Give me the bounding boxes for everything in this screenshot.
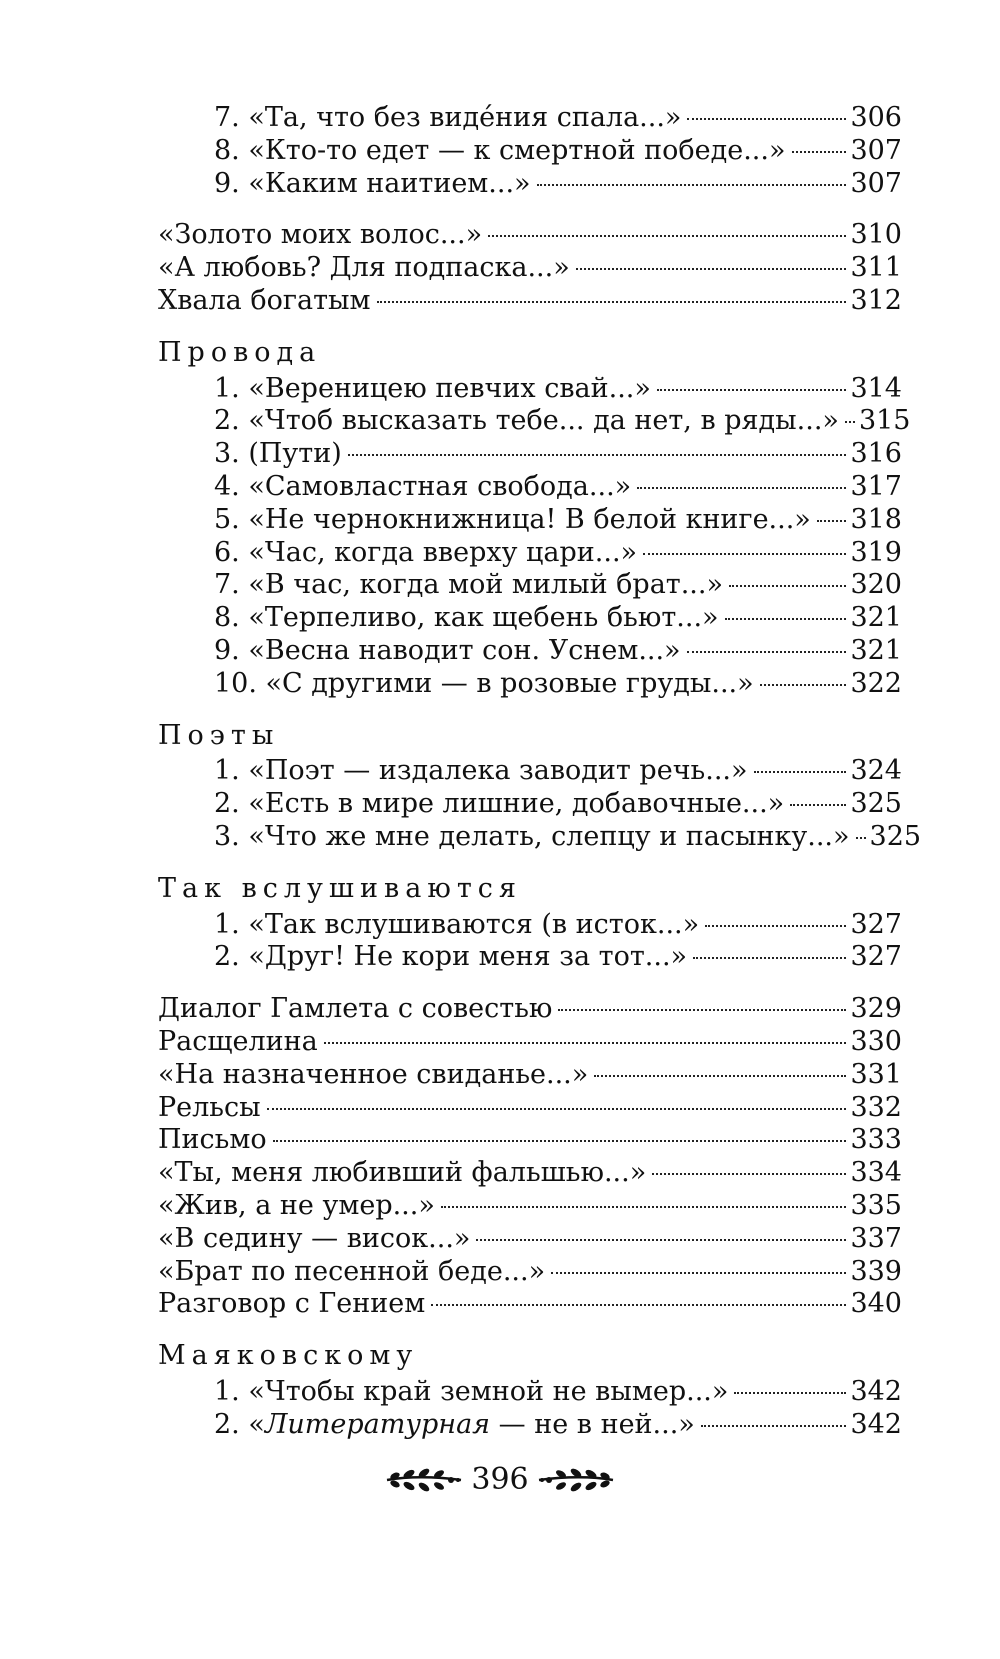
- dot-leader: [754, 771, 847, 773]
- toc-entry-title: 7. «Та, что без видéния спала...»: [214, 102, 682, 133]
- toc-entry[interactable]: [158, 909, 902, 942]
- toc-entry-page: 316: [850, 438, 902, 470]
- toc-entry-page: 315: [858, 405, 911, 437]
- toc-entry-page: 340: [850, 1288, 902, 1320]
- toc-entry[interactable]: [158, 1288, 902, 1321]
- table-of-contents: [158, 102, 922, 1441]
- toc-entry-page: 325: [869, 820, 922, 852]
- dot-leader: [657, 389, 847, 391]
- toc-entry-title: 9. «Каким наитием...»: [214, 167, 531, 199]
- dot-leader: [267, 1108, 847, 1110]
- toc-entry[interactable]: [158, 993, 902, 1026]
- dot-leader: [537, 184, 847, 186]
- dot-leader: [845, 421, 855, 423]
- toc-entry-page: 317: [850, 470, 902, 502]
- toc-entry[interactable]: [158, 941, 902, 974]
- dot-leader: [687, 651, 847, 653]
- toc-entry[interactable]: [158, 602, 902, 635]
- page-number: 396: [471, 1462, 529, 1497]
- toc-entry-page: 311: [850, 252, 902, 284]
- dot-leader: [558, 1009, 846, 1011]
- toc-entry-page: 318: [850, 503, 902, 535]
- section-heading: Поэты: [158, 719, 280, 751]
- dot-leader: [856, 837, 866, 839]
- section-heading: Провода: [158, 336, 322, 368]
- toc-entry-page: 342: [850, 1375, 902, 1407]
- toc-entry-page: 337: [850, 1222, 902, 1254]
- leaf-ornament-icon: [385, 1467, 463, 1493]
- dot-leader: [725, 618, 847, 620]
- toc-section: [158, 336, 911, 701]
- toc-section: [158, 219, 902, 317]
- toc-entry[interactable]: [158, 1190, 902, 1223]
- dot-leader: [476, 1239, 846, 1241]
- toc-entry[interactable]: [158, 285, 902, 318]
- toc-entry[interactable]: [158, 135, 902, 168]
- toc-entry-page: 325: [850, 788, 902, 820]
- toc-entry[interactable]: [158, 635, 902, 668]
- toc-entry-page: 335: [850, 1189, 902, 1221]
- toc-entry-title: «Брат по песенной беде...»: [158, 1255, 546, 1287]
- toc-entry[interactable]: [158, 820, 922, 854]
- toc-entry-page: 321: [850, 602, 902, 634]
- toc-entry-title-suffix: — не в ней...»: [490, 1408, 695, 1440]
- toc-entry-page: 321: [850, 634, 902, 666]
- dot-leader: [273, 1140, 847, 1142]
- toc-entry[interactable]: [158, 1256, 902, 1289]
- dot-leader: [760, 684, 847, 686]
- toc-entry-title: Письмо: [158, 1124, 267, 1156]
- toc-entry-page: 331: [850, 1058, 902, 1090]
- toc-entry[interactable]: [158, 1059, 902, 1092]
- dot-leader: [377, 301, 847, 303]
- toc-entry-page: 330: [850, 1025, 902, 1057]
- toc-entry[interactable]: [158, 1092, 902, 1125]
- toc-entry-title: 1. «Чтобы край земной не вымер...»: [214, 1375, 729, 1407]
- toc-entry-title: 2. «Есть в мире лишние, добавочные...»: [214, 788, 785, 820]
- toc-entry[interactable]: [158, 755, 902, 788]
- toc-entry-page: 306: [850, 102, 902, 133]
- toc-entry-title: 4. «Самовластная свобода...»: [214, 470, 632, 502]
- toc-entry-page: 327: [850, 941, 902, 973]
- toc-entry-title: Хвала богатым: [158, 284, 371, 316]
- toc-entry-title: 8. «Кто-то едет — к смертной победе...»: [214, 134, 786, 166]
- dot-leader: [693, 957, 846, 959]
- toc-entry-title: «В седину — висок...»: [158, 1222, 471, 1254]
- toc-entry-title: 7. «В час, когда мой милый брат...»: [214, 569, 723, 601]
- toc-entry[interactable]: [158, 1376, 902, 1409]
- toc-entry[interactable]: [158, 1026, 902, 1059]
- toc-entry-title: 9. «Весна наводит сон. Уснем...»: [214, 634, 681, 666]
- toc-entry-title: «Золото моих волос...»: [158, 219, 483, 251]
- toc-entry-title: 2. «Чтоб высказать тебе... да нет, в ряды...»: [214, 405, 839, 437]
- toc-entry-page: 333: [850, 1124, 902, 1156]
- toc-entry-title: 5. «Не чернокнижница! В белой книге...»: [214, 503, 811, 535]
- toc-section: [158, 719, 922, 854]
- dot-leader: [705, 925, 846, 927]
- toc-entry-title: «На назначенное свиданье...»: [158, 1058, 589, 1090]
- leaf-ornament-icon: [537, 1467, 615, 1493]
- toc-entry[interactable]: [158, 1409, 902, 1442]
- toc-entry-title-italic: Литературная: [264, 1408, 491, 1440]
- dot-leader: [441, 1206, 847, 1208]
- toc-entry[interactable]: [158, 1223, 902, 1256]
- dot-leader: [817, 520, 847, 522]
- toc-entry-page: 307: [850, 134, 902, 166]
- dot-leader: [348, 454, 847, 456]
- toc-entry-page: 310: [850, 219, 902, 251]
- toc-entry[interactable]: [158, 1124, 902, 1157]
- toc-section: [158, 873, 902, 974]
- toc-entry[interactable]: [158, 373, 902, 406]
- dot-leader: [792, 151, 847, 153]
- dot-leader: [687, 118, 846, 120]
- toc-entry-title: Расщелина: [158, 1025, 318, 1057]
- toc-entry-title: «А любовь? Для подпаска...»: [158, 252, 570, 284]
- toc-entry-page: 342: [850, 1408, 902, 1440]
- toc-entry-title: 2. «Друг! Не кори меня за тот...»: [214, 941, 688, 973]
- toc-section: [158, 1340, 902, 1441]
- toc-entry-title: Разговор с Гением: [158, 1288, 426, 1320]
- dot-leader: [576, 268, 847, 270]
- toc-entry-page: 322: [850, 667, 902, 699]
- toc-entry[interactable]: [158, 569, 902, 602]
- toc-entry-title: 10. «С другими — в розовые груды...»: [214, 667, 754, 699]
- dot-leader: [431, 1304, 846, 1306]
- toc-entry-page: 320: [850, 569, 902, 601]
- toc-entry-title: Диалог Гамлета с совестью: [158, 993, 553, 1025]
- toc-entry[interactable]: [158, 168, 902, 201]
- toc-entry-title: 1. «Вереницею певчих свай...»: [214, 372, 651, 404]
- toc-entry-page: 329: [850, 993, 902, 1025]
- toc-entry[interactable]: [158, 788, 902, 821]
- dot-leader: [652, 1173, 846, 1175]
- toc-entry[interactable]: [158, 438, 902, 471]
- toc-entry-title-prefix: 2. «: [214, 1408, 265, 1440]
- toc-entry-title: [214, 1409, 695, 1442]
- toc-section: [158, 993, 902, 1321]
- dot-leader: [701, 1425, 847, 1427]
- toc-entry-title: 3. «Что же мне делать, слепцу и пасынку...»: [214, 820, 850, 852]
- toc-entry[interactable]: [158, 668, 902, 701]
- dot-leader: [324, 1042, 847, 1044]
- toc-entry-title: 1. «Поэт — издалека заводит речь...»: [214, 755, 748, 787]
- toc-entry-title: Рельсы: [158, 1091, 261, 1123]
- toc-entry-title: 1. «Так вслушиваются (в исток...»: [214, 908, 700, 940]
- toc-entry-title: 3. (Пути): [214, 438, 342, 470]
- dot-leader: [790, 804, 846, 806]
- toc-entry-page: 339: [850, 1255, 902, 1287]
- toc-entry-title: 8. «Терпеливо, как щебень бьют...»: [214, 602, 719, 634]
- toc-entry[interactable]: [158, 102, 902, 135]
- dot-leader: [488, 235, 846, 237]
- toc-entry-page: 334: [850, 1157, 902, 1189]
- toc-entry[interactable]: [158, 504, 902, 537]
- toc-entry-title: 6. «Час, когда вверху цари...»: [214, 536, 638, 568]
- dot-leader: [734, 1392, 846, 1394]
- toc-entry-page: 332: [850, 1091, 902, 1123]
- dot-leader: [551, 1272, 846, 1274]
- dot-leader: [729, 585, 846, 587]
- dot-leader: [594, 1075, 846, 1077]
- dot-leader: [643, 553, 846, 555]
- section-heading: Маяковскому: [158, 1340, 419, 1372]
- toc-entry-page: 319: [850, 536, 902, 568]
- page-footer: [0, 1462, 1000, 1498]
- toc-entry[interactable]: [158, 405, 911, 438]
- toc-entry-page: 307: [850, 167, 902, 199]
- toc-entry[interactable]: [158, 471, 902, 504]
- toc-section: [158, 102, 902, 200]
- toc-entry-title: «Жив, а не умер...»: [158, 1189, 435, 1221]
- section-heading: Так вслушиваются: [158, 872, 522, 904]
- toc-entry[interactable]: [158, 537, 902, 570]
- toc-entry[interactable]: [158, 219, 902, 252]
- toc-entry-title: «Ты, меня любивший фальшью...»: [158, 1157, 647, 1189]
- toc-entry-page: 324: [850, 755, 902, 787]
- toc-entry-page: 312: [850, 284, 902, 316]
- toc-entry-page: 327: [850, 908, 902, 940]
- toc-entry[interactable]: [158, 252, 902, 285]
- toc-entry[interactable]: [158, 1157, 902, 1190]
- toc-entry-page: 314: [850, 372, 902, 404]
- dot-leader: [637, 487, 846, 489]
